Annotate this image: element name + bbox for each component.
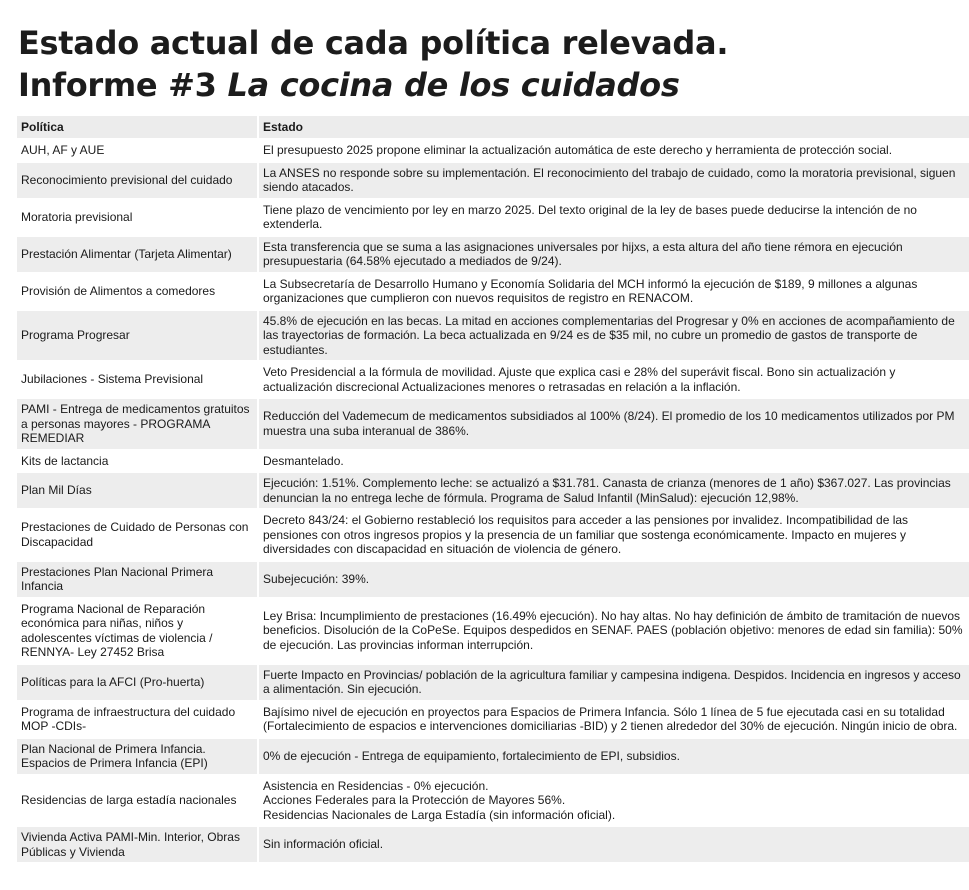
status-cell: Tiene plazo de vencimiento por ley en marzo 2025. Del texto original de la ley de bases puede deducirse la intención de no extenderla. (257, 200, 969, 237)
policy-cell: Prestaciones Plan Nacional Primera Infancia (17, 562, 257, 599)
table-row (17, 599, 969, 665)
status-cell: La Subsecretaría de Desarrollo Humano y Economía Solidaria del MCH informó la ejecución de $189, 9 millones a algunas organizaciones que cumplieron con nuevos requisitos de registro en RENACOM. (257, 274, 969, 311)
table-row (17, 776, 969, 828)
policy-cell: Plan Nacional de Primera Infancia. Espacios de Primera Infancia (EPI) (17, 739, 257, 776)
status-cell: Subejecución: 39%. (257, 562, 969, 599)
table-row (17, 311, 969, 363)
policy-cell: Kits de lactancia (17, 451, 257, 474)
status-line: Acciones Federales para la Protección de Mayores 56%. (263, 793, 566, 807)
status-cell: Esta transferencia que se suma a las asignaciones universales por hijxs, a esta altura del año tiene rémora en ejecución presupuestaria (64.58% ejecutado a mediados de 9/24). (257, 237, 969, 274)
status-cell (257, 776, 969, 828)
table-row (17, 473, 969, 510)
policy-cell: Jubilaciones - Sistema Previsional (17, 362, 257, 399)
policy-cell: Reconocimiento previsional del cuidado (17, 163, 257, 200)
policy-cell: Programa Nacional de Reparación económica para niñas, niños y adolescentes víctimas de violencia / RENNYA- Ley 27452 Brisa (17, 599, 257, 665)
policy-cell: Políticas para la AFCI (Pro-huerta) (17, 665, 257, 702)
policy-cell: Plan Mil Días (17, 473, 257, 510)
title-line-2 (18, 64, 959, 106)
header-status: Estado (257, 116, 969, 140)
policy-cell: AUH, AF y AUE (17, 140, 257, 163)
title-line-1: Estado actual de cada política relevada. (18, 24, 729, 62)
status-cell: Veto Presidencial a la fórmula de movilidad. Ajuste que explica casi e 28% del superávit fiscal. Bono sin actualización y actualización discrecional Actualizaciones menores o retrasadas en relación a la inflación. (257, 362, 969, 399)
status-cell: Ley Brisa: Incumplimiento de prestaciones (16.49% ejecución). No hay altas. No hay definición de ámbito de tramitación de nuevos beneficios. Disolución de la CoPeSe. Equipos despedidos en SENAF. PAES (población objetivo: menores de edad sin familia): 50% de ejecución. Las provincias informan interrupción. (257, 599, 969, 665)
status-cell: Sin información oficial. (257, 827, 969, 864)
status-line: Residencias Nacionales de Larga Estadía (sin información oficial). (263, 807, 616, 822)
table-row (17, 237, 969, 274)
status-cell: El presupuesto 2025 propone eliminar la actualización automática de este derecho y herramienta de protección social. (257, 140, 969, 163)
policy-cell: Provisión de Alimentos a comedores (17, 274, 257, 311)
policy-cell: Programa Progresar (17, 311, 257, 363)
table-row (17, 163, 969, 200)
table-row (17, 562, 969, 599)
title-prefix: Informe #3 (18, 66, 228, 104)
policy-cell: Prestación Alimentar (Tarjeta Alimentar) (17, 237, 257, 274)
policy-cell: Residencias de larga estadía nacionales (17, 776, 257, 828)
status-cell: Desmantelado. (257, 451, 969, 474)
table-row (17, 510, 969, 562)
status-cell: Decreto 843/24: el Gobierno restableció los requisitos para acceder a las pensiones por invalidez. Incompatibilidad de las pensiones con otros ingresos propios y la presencia de un familiar que sostenga económicamente. Impacto en mujeres y diversidades con discapacidad en situación de violencia de género. (257, 510, 969, 562)
policy-cell: Vivienda Activa PAMI-Min. Interior, Obras Públicas y Vivienda (17, 827, 257, 864)
status-cell: 0% de ejecución - Entrega de equipamiento, fortalecimiento de EPI, subsidios. (257, 739, 969, 776)
policy-cell: Prestaciones de Cuidado de Personas con Discapacidad (17, 510, 257, 562)
status-cell: Reducción del Vademecum de medicamentos subsidiados al 100% (8/24). El promedio de los 10 medicamentos utilizados por PM muestra una suba interanual de 386%. (257, 399, 969, 451)
policy-cell: PAMI - Entrega de medicamentos gratuitos a personas mayores - PROGRAMA REMEDIAR (17, 399, 257, 451)
table-row (17, 451, 969, 474)
table-row (17, 702, 969, 739)
table-row (17, 739, 969, 776)
table-row (17, 399, 969, 451)
status-cell: Fuerte Impacto en Provincias/ población de la agricultura familiar y campesina indigena. Despidos. Incidencia en ingresos y acceso a alimentación. Sin ejecución. (257, 665, 969, 702)
table-row (17, 665, 969, 702)
table-row (17, 140, 969, 163)
policy-status-table (17, 116, 969, 864)
status-cell: Bajísimo nivel de ejecución en proyectos para Espacios de Primera Infancia. Sólo 1 línea de 5 fue ejecutada casi en su totalidad (Fortalecimiento de espacios e intervenciones domiciliarias -BID) y 2 tienen alrededor del 30% de ejecución. Ningún inicio de obra. (257, 702, 969, 739)
policy-cell: Programa de infraestructura del cuidado MOP -CDIs- (17, 702, 257, 739)
page-title (18, 22, 959, 106)
table-row (17, 362, 969, 399)
status-cell: La ANSES no responde sobre su implementación. El reconocimiento del trabajo de cuidado, como la moratoria previsional, siguen siendo atacados. (257, 163, 969, 200)
title-italic: La cocina de los cuidados (227, 66, 680, 104)
table-row (17, 200, 969, 237)
table-row (17, 274, 969, 311)
status-cell: 45.8% de ejecución en las becas. La mitad en acciones complementarias del Progresar y 0% en acciones de acompañamiento de las trayectorias de formación. La beca actualizada en 9/24 es de $35 mil, no cubre un promedio de gastos de transporte de estudiantes. (257, 311, 969, 363)
header-policy: Política (17, 116, 257, 140)
status-cell: Ejecución: 1.51%. Complemento leche: se actualizó a $31.781. Canasta de crianza (menores de 1 año) $367.027. Las provincias denuncian la no entrega leche de fórmula. Programa de Salud Infantil (MinSalud): ejecución 12,98%. (257, 473, 969, 510)
table-header-row (17, 116, 969, 140)
status-line: Asistencia en Residencias - 0% ejecución. (263, 778, 489, 793)
policy-cell: Moratoria previsional (17, 200, 257, 237)
table-row (17, 827, 969, 864)
